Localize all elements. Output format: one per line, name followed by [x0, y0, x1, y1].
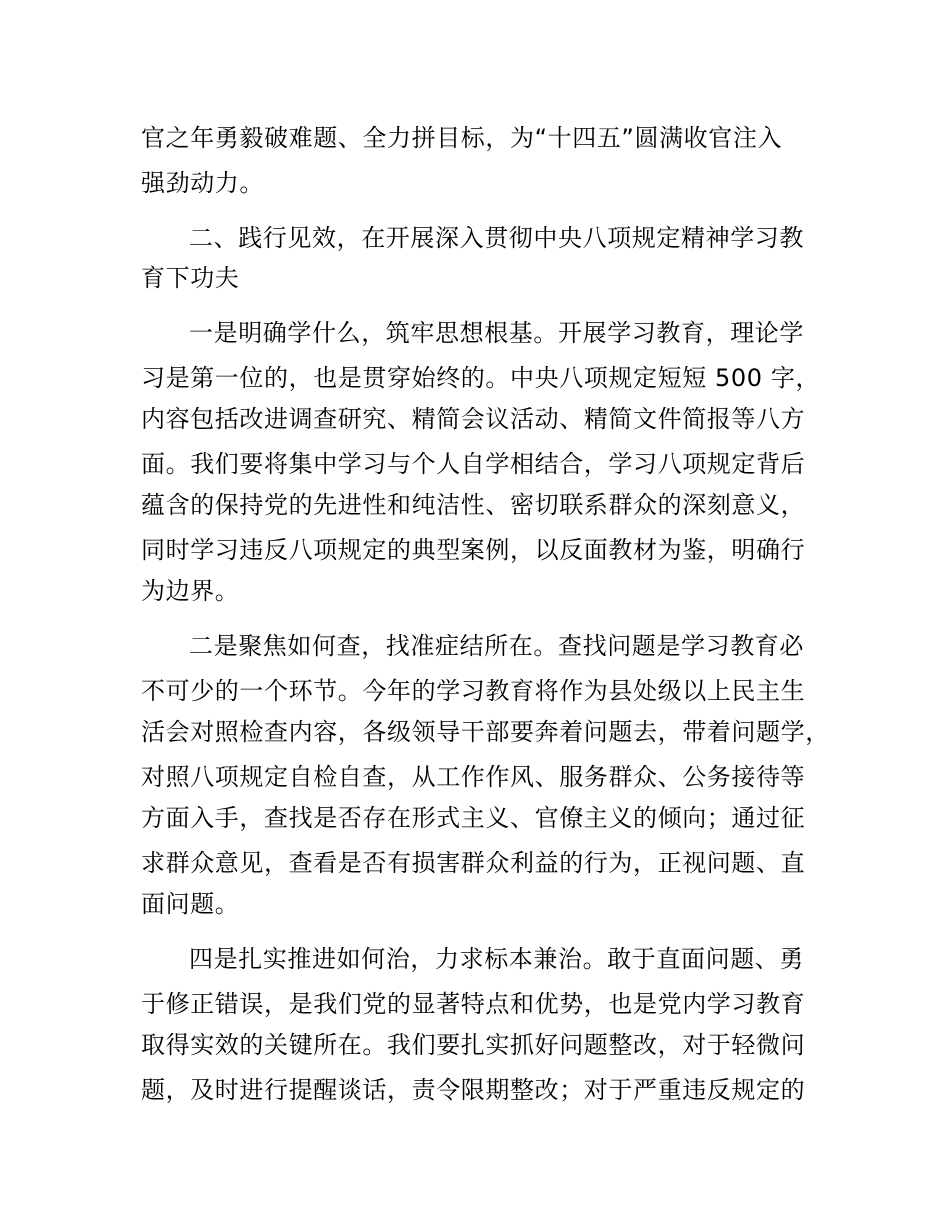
- paragraph-line: 面。我们要将集中学习与个人自学相结合，学习八项规定背后: [141, 450, 806, 478]
- paragraph-line: 活会对照检查内容，各级领导干部要奔着问题去，带着问题学，: [141, 718, 830, 746]
- paragraph-line: 取得实效的关键所在。我们要扎实抓好问题整改，对于轻微问: [141, 1031, 806, 1059]
- paragraph-line: 不可少的一个环节。今年的学习教育将作为县处级以上民主生: [141, 677, 806, 705]
- paragraph-line: 为边界。: [141, 577, 240, 605]
- paragraph-line: 于修正错误，是我们党的显著特点和优势，也是党内学习教育: [141, 990, 806, 1018]
- paragraph-line: 面问题。: [141, 890, 240, 918]
- paragraph-line: 一是明确学什么，筑牢思想根基。开展学习教育，理论学: [189, 319, 804, 347]
- paragraph-line: 题，及时进行提醒谈话，责令限期整改；对于严重违反规定的: [141, 1076, 806, 1104]
- paragraph-line: 求群众意见，查看是否有损害群众利益的行为，正视问题、直: [141, 849, 806, 877]
- paragraph-line: 同时学习违反八项规定的典型案例，以反面教材为鉴，明确行: [141, 536, 806, 564]
- paragraph-line: 内容包括改进调查研究、精简会议活动、精简文件简报等八方: [141, 405, 806, 433]
- paragraph-line: 四是扎实推进如何治，力求标本兼治。敢于直面问题、勇: [189, 945, 804, 973]
- section-heading-line: 二、践行见效，在开展深入贯彻中央八项规定精神学习教: [189, 224, 804, 252]
- paragraph-line: 习是第一位的，也是贯穿始终的。中央八项规定短短 500 字，: [141, 364, 821, 392]
- section-heading-line: 育下功夫: [141, 264, 240, 292]
- paragraph-line: 强劲动力。: [141, 169, 264, 197]
- paragraph-line: 对照八项规定自检自查，从工作作风、服务群众、公务接待等: [141, 763, 806, 791]
- paragraph-line: 方面入手，查找是否存在形式主义、官僚主义的倾向；通过征: [141, 804, 806, 832]
- paragraph-line: 二是聚焦如何查，找准症结所在。查找问题是学习教育必: [189, 632, 804, 660]
- paragraph-line: 官之年勇毅破难题、全力拼目标，为“十四五”圆满收官注入: [141, 124, 783, 152]
- paragraph-line: 蕴含的保持党的先进性和纯洁性、密切联系群众的深刻意义，: [141, 491, 806, 519]
